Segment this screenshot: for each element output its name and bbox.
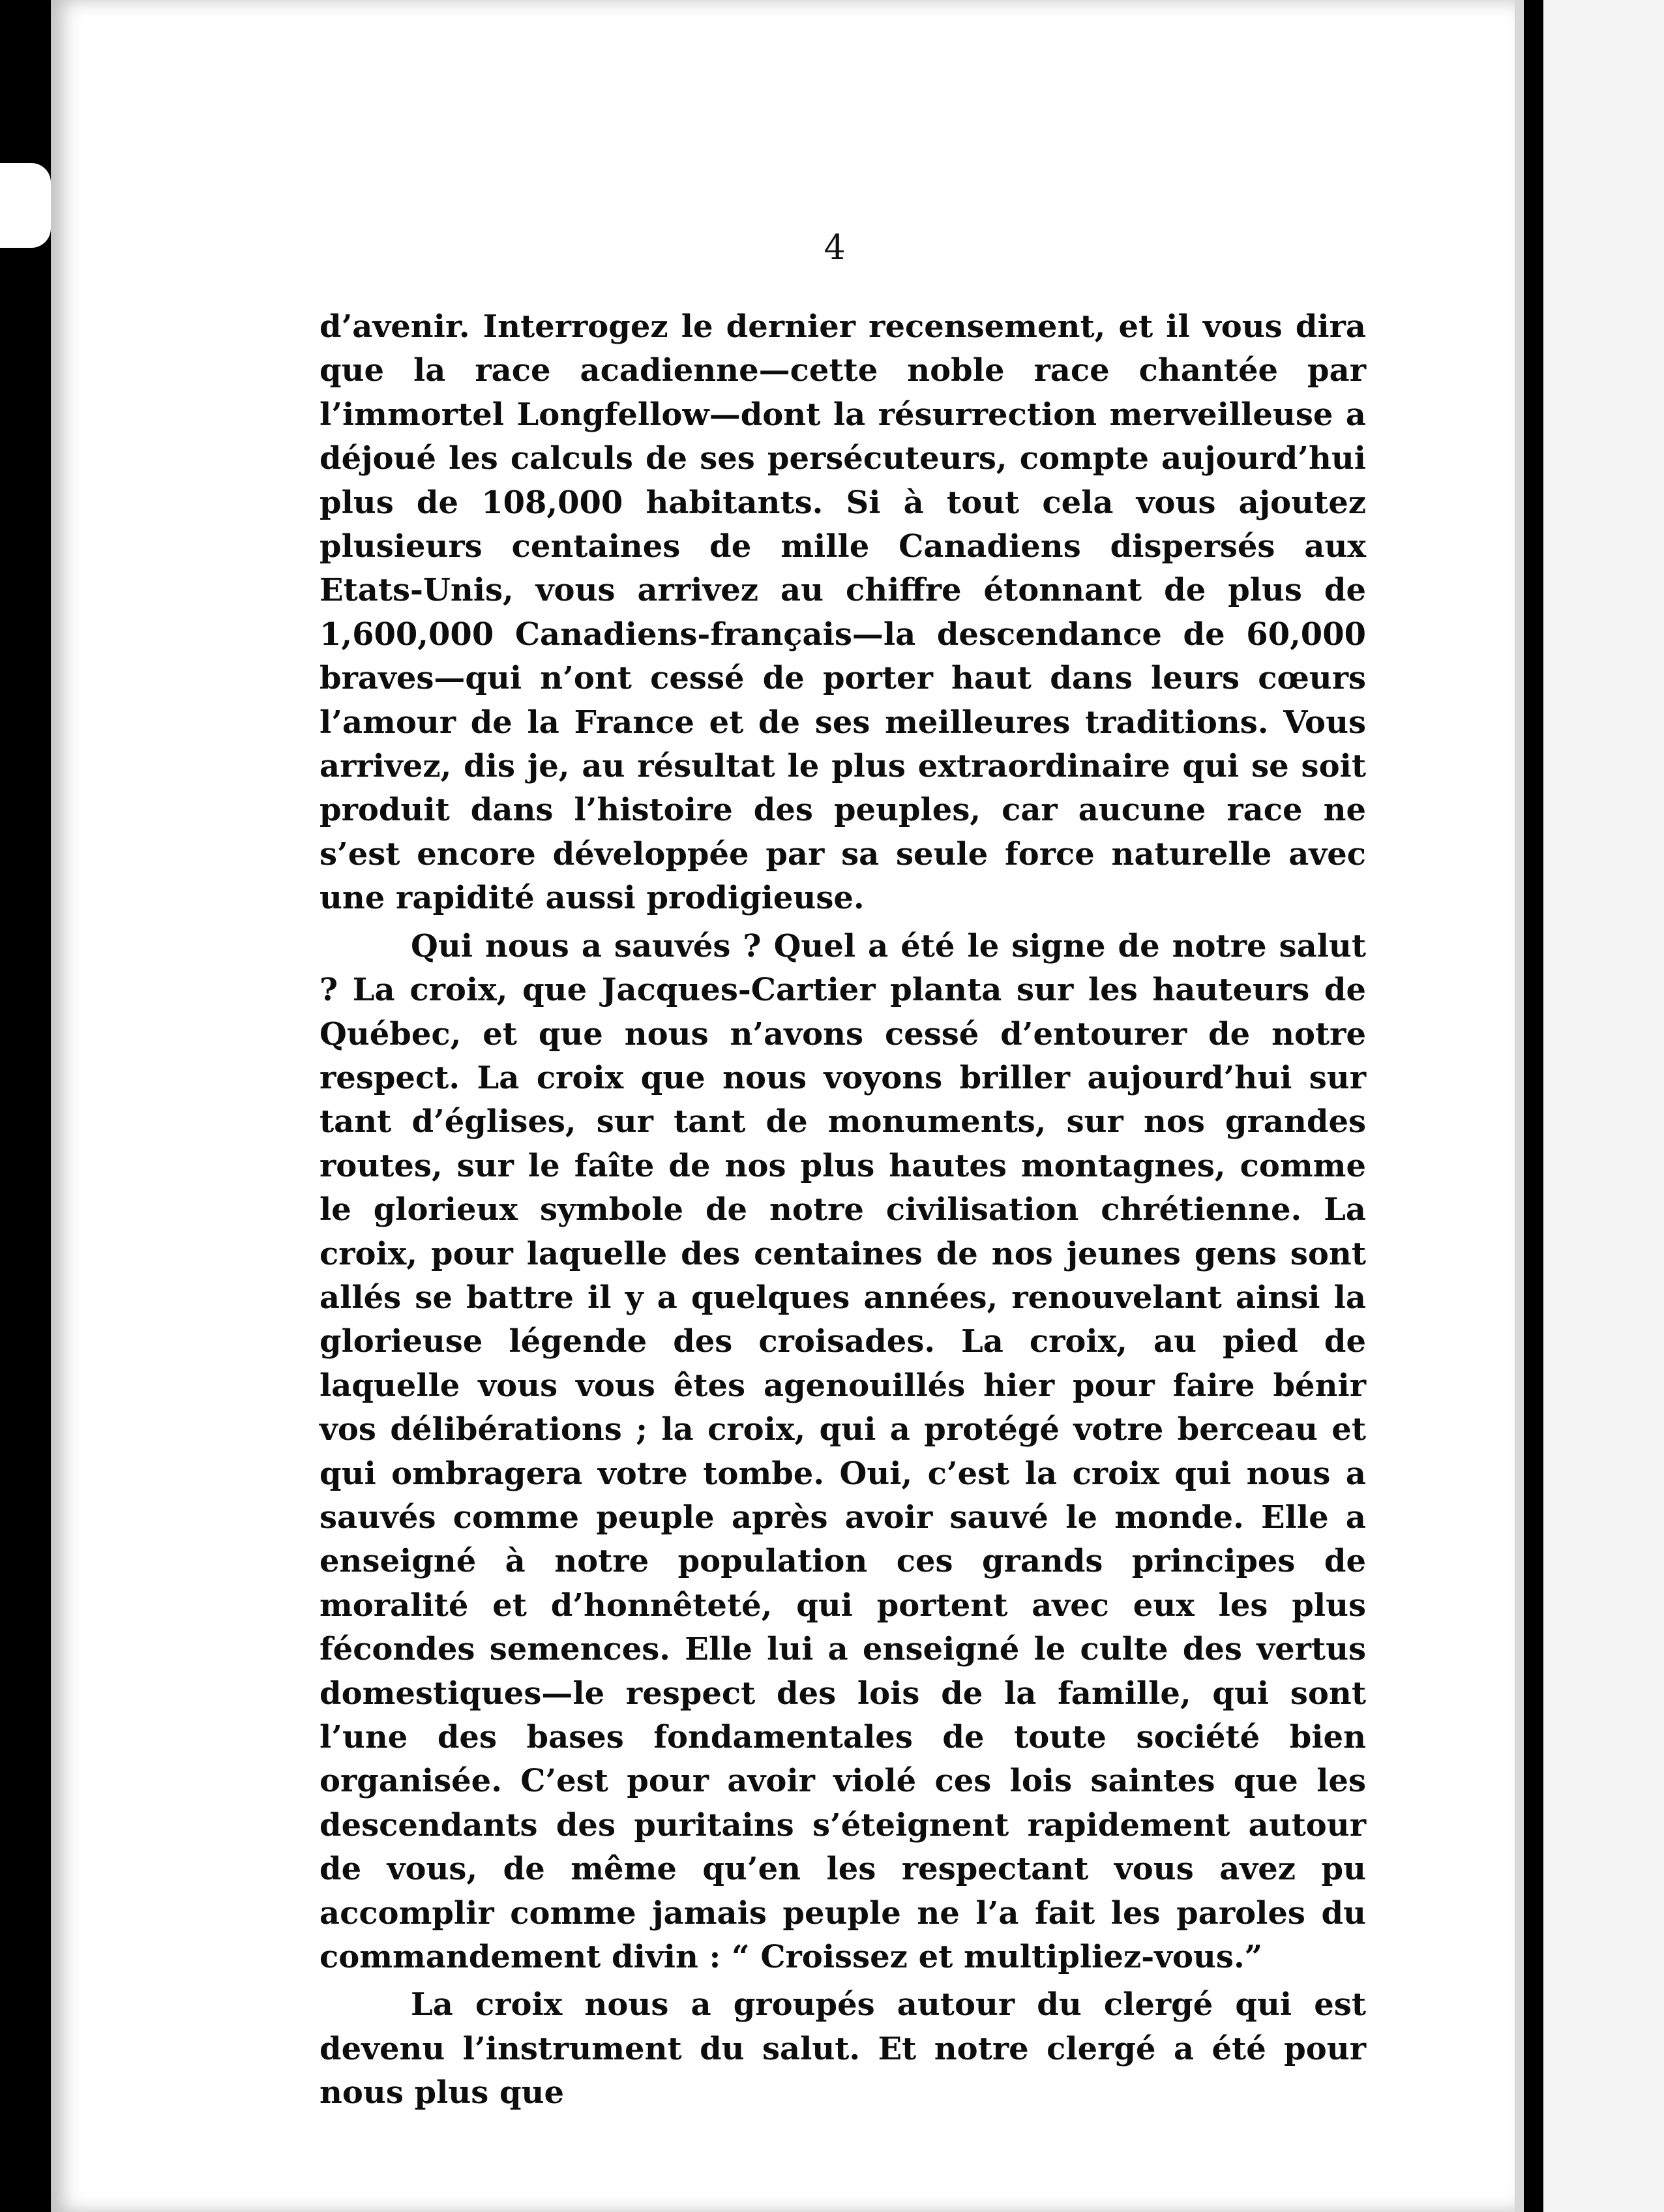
adjacent-page-edge [1543, 0, 1664, 2212]
page-number: 4 [824, 228, 846, 267]
page-tab-marker [0, 163, 51, 248]
book-gutter [1524, 0, 1543, 2212]
paragraph-1: d’avenir. Interrogez le dernier recensement, et il vous dira que la race acadienne—cette noble race chantée par l’immortel Longfellow—dont la résurrection merveilleuse a déjoué les calculs de ses persécuteurs, compte aujourd’hui plus de 108,000 habitants. Si à tout cela vous ajoutez plusieurs centaines de mille Canadiens dispersés aux Etats-Unis, vous arrivez au chiffre étonnant de plus de 1,600,000 Canadiens-français—la descendance de 60,000 braves—qui n’ont cessé de porter haut dans leurs cœurs l’amour de la France et de ses meilleures traditions. Vous arrivez, dis je, au résultat le plus extraordinaire qui se soit produit dans l’histoire des peuples, car aucune race ne s’est encore développée par sa seule force naturelle avec une rapidité aussi prodigieuse. [319, 308, 1366, 917]
page-edge [1515, 0, 1524, 2212]
paragraph-3: La croix nous a groupés autour du clergé qui est devenu l’instrument du salut. Et notre clergé a été pour nous plus que [319, 1986, 1366, 2112]
paragraph-2: Qui nous a sauvés ? Quel a été le signe de notre salut ? La croix, que Jacques-Cartier planta sur les hauteurs de Québec, et que nous n’avons cessé d’entourer de notre respect. La croix que nous voyons briller aujourd’hui sur tant d’églises, sur tant de monuments, sur nos grandes routes, sur le faîte de nos plus hautes montagnes, comme le glorieux symbole de notre civilisation chrétienne. La croix, pour laquelle des centaines de nos jeunes gens sont allés se battre il y a quelques années, renouvelant ainsi la glorieuse légende des croisades. La croix, au pied de laquelle vous vous êtes agenouillés hier pour faire bénir vos délibérations ; la croix, qui a protégé votre berceau et qui ombragera votre tombe. Oui, c’est la croix qui nous a sauvés comme peuple après avoir sauvé le monde. Elle a enseigné à notre population ces grands principes de moralité et d’honnêteté, qui portent avec eux les plus fécondes semences. Elle lui a enseigné le culte des vertus domestiques—le respect des lois de la famille, qui sont l’une des bases fondamentales de toute société bien organisée. C’est pour avoir violé ces lois saintes que les descendants des puritains s’éteignent rapidement autour de vous, de même qu’en les respectant vous avez pu accomplir comme jamais peuple ne l’a fait les paroles du commandement divin : “ Croissez et multipliez-vous.” [319, 927, 1366, 1976]
body-text [319, 305, 1366, 2115]
